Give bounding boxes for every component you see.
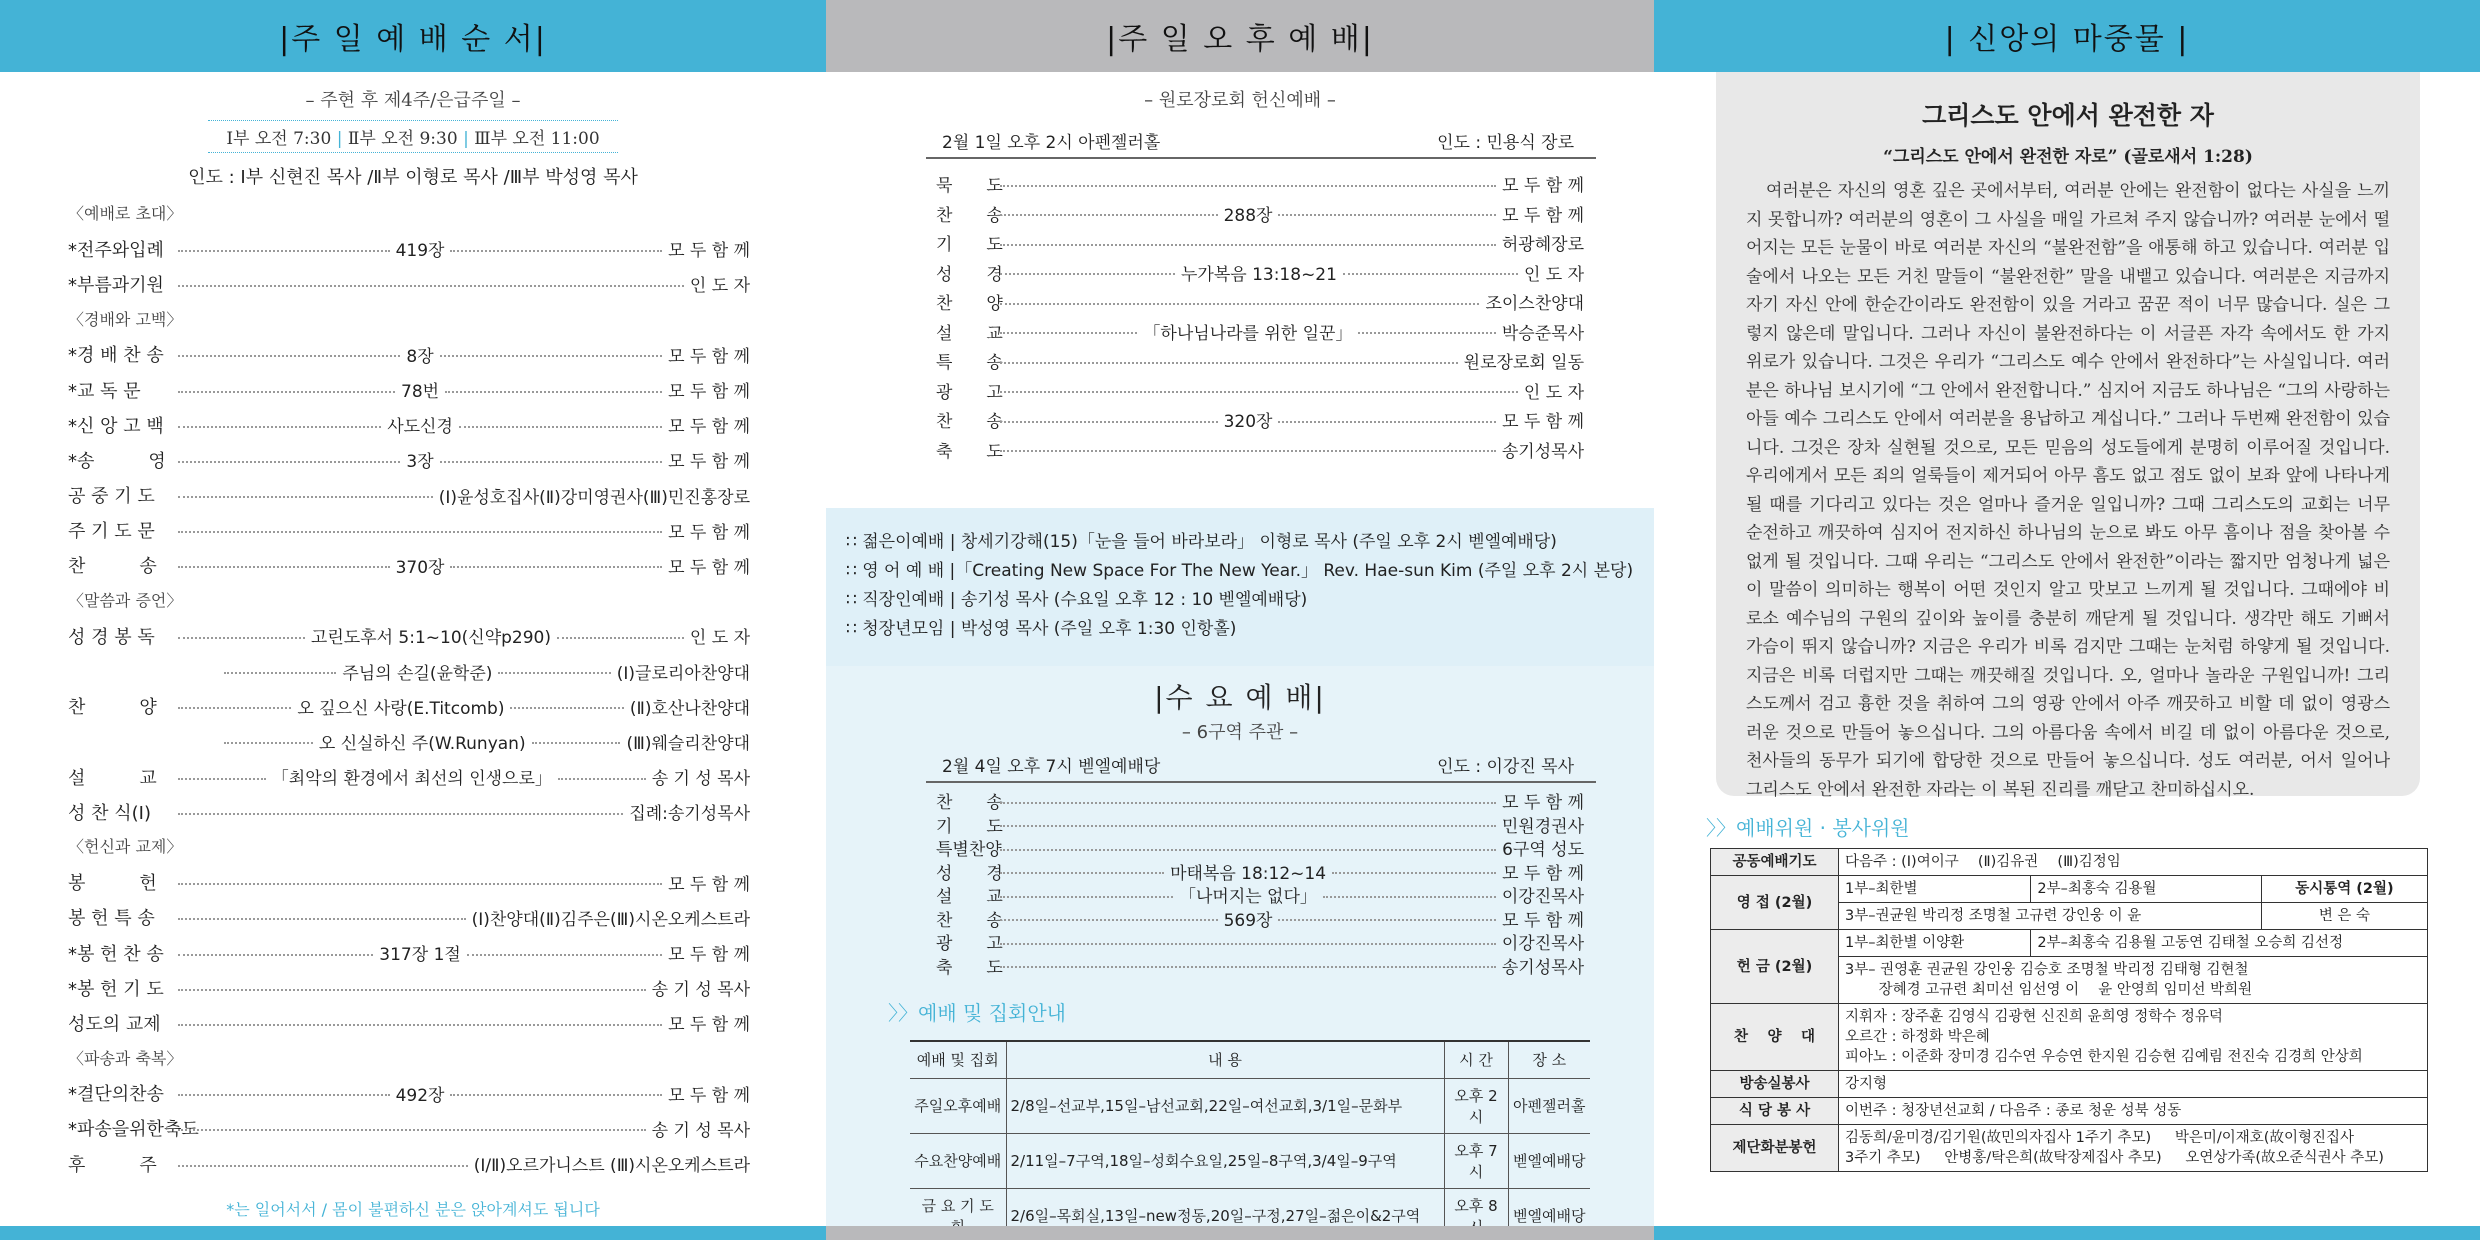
item-name: 광 고 (936, 934, 1003, 955)
item-person: (Ⅰ)글로리아찬양대 (616, 663, 750, 684)
dot-leader (1278, 214, 1496, 216)
item-person: 집례:송기성목사 (629, 804, 750, 825)
item-person: (Ⅰ)윤성호집사(Ⅱ)강미영권사(Ⅲ)민진홍장로 (438, 487, 750, 508)
item-name: 봉 헌 특 송 (68, 908, 155, 930)
table-row (910, 1133, 1590, 1188)
dot-leader (1000, 919, 1218, 921)
item-person: 이강진목사 (1501, 887, 1584, 908)
table-row: 제단화분봉헌 김동희/윤미경/김기원(故민의자집사 1주기 추모) 박은미/이재호(故이형진집사 3주기 추모) 안병홍/탁은희(故탁장제집사 추모) 오연상가족(故오준식권사 추모) (1711, 1125, 2428, 1172)
item-person: 모 두 함 께 (668, 241, 750, 262)
item-name: 성 경 봉 독 (68, 626, 155, 648)
item-detail: 419장 (395, 241, 445, 262)
order-of-worship-column (0, 0, 826, 1240)
dot-leader (440, 355, 662, 357)
item-name: *송 영 (68, 450, 166, 472)
item-detail: 「하나님나라를 위한 일꾼」 (1143, 323, 1353, 344)
table-row: 공동예배기도 다음주 : (Ⅰ)여이구 (Ⅱ)김유권 (Ⅲ)김정임 (1711, 849, 2428, 876)
dot-leader (178, 813, 623, 815)
section-label: 〈말씀과 증언〉 (68, 591, 183, 611)
section-header: | 신앙의 마중물 | (1654, 0, 2480, 72)
dot-leader (1000, 362, 1458, 364)
section-label: 〈파송과 축복〉 (68, 1048, 183, 1068)
dot-leader (178, 250, 390, 252)
dot-leader (1000, 185, 1496, 187)
service-info: 2월 1일 오후 2시 아펜젤러홀 인도 : 민용식 장로 (926, 128, 1596, 159)
item-person: 모 두 함 께 (668, 1085, 750, 1106)
item-person: 모 두 함 께 (1502, 863, 1584, 884)
dot-leader (178, 778, 266, 780)
item-name: 특 송 (936, 353, 1003, 374)
item-person: 모 두 함 께 (668, 522, 750, 543)
footnote: *는 일어서서 / 몸이 불편하신 분은 앉아계셔도 됩니다 (226, 1200, 600, 1219)
order-row (936, 376, 1584, 406)
order-row (68, 1146, 750, 1181)
item-name: *결단의찬송 (68, 1084, 164, 1106)
item-name: 기 도 (936, 816, 1003, 837)
item-name: 찬 송 (936, 793, 1003, 814)
item-person: 모 두 함 께 (668, 382, 750, 403)
item-name: 공 중 기 도 (68, 486, 155, 508)
dot-leader (445, 391, 662, 393)
dot-leader (467, 954, 662, 956)
essay-verse: “그리스도 안에서 완전한 자로” (골로새서 1:28) (1883, 147, 2253, 167)
other-services-band (826, 508, 1654, 666)
section-label: 〈경배와 고백〉 (68, 309, 183, 329)
item-person: 모 두 함 께 (1502, 793, 1584, 814)
dot-leader (178, 426, 381, 428)
order-row (936, 258, 1584, 288)
item-name: 광 고 (936, 382, 1003, 403)
service-times: Ⅰ부 오전 7:30 | Ⅱ부 오전 9:30 | Ⅲ부 오전 11:00 (208, 120, 618, 153)
item-person: 허광혜장로 (1501, 235, 1584, 256)
item-person: 모 두 함 께 (668, 417, 751, 438)
dot-leader (178, 1129, 646, 1131)
item-detail: 「최악의 환경에서 최선의 인생으로」 (271, 769, 552, 790)
dot-leader (557, 637, 684, 639)
order-row (68, 900, 750, 935)
dot-leader (178, 355, 400, 357)
essay-body: 여러분은 자신의 영혼 깊은 곳에서부터, 여러분 안에는 완전함이 없다는 사실을 느끼지 못합니까? 여러분의 영혼이 그 사실을 매일 가르쳐 주지 않습니까? 여러분 눈에서 떨어지는 모든 눈물이 바로 여러분 자신의 “불완전함”을 애통해 하고 있습니다. 여러분 입술에서 나오는 모든 거친 말들이 “불완전한” 말을 내뱉고 있습니다. 여러분은 지금까지 자기 자신 안에 한순간이라도 완전함이 있을 거라고 꿈꾼 적이 너무 많습니다. 실은 그렇지 않은데 말입니다. 그러나 자신이 불완전하다는 이 서글픈 자각 속에서도 한 가지 위로가 있습니다. 그것은 우리가 “그리스도 예수 안에서 완전하다”는 사실입니다. 여러분은 하나님 보시기에 “그 안에서 완전합니다.” 심지어 지금도 하나님은 “그의 사랑하는 아들 예수 그리스도 안에서 여러분을 용납하고 계십니다.” 그러나 두번째 완전함이 있습니다. 그것은 장차 실현될 것으로, 모든 믿음의 성도들에게 분명히 이루어질 것입니다. 우리에게서 모든 죄의 얼룩들이 제거되어 아무 흠도 없고 점도 없이 보좌 앞에 나타나게 될 때를 기다리고 있다는 것은 얼마나 즐거운 일입니까? 그때 그리스도의 교회는 너무 순전하고 깨끗하여 심지어 전지하신 하나님의 눈으로 봐도 아무 흠이나 점을 찾아볼 수 없게 될 것입니다. 그때 우리는 “그리스도 안에서 완전한”이라는 짧지만 엄청나게 넓은 이 말씀이 의미하는 행복이 어떤 것인지 알고 맛보고 느끼게 될 것입니다. 그때에야 비로소 예수님의 구원의 깊이와 높이를 충분히 깨닫게 될 것입니다. 생각만 해도 기뻐서 가슴이 뛰지 않습니까? 지금은 우리가 비록 검지만 그때는 눈처럼 하얗게 될 것입니다. 지금은 비록 더럽지만 그때는 깨끗해질 것입니다. 오, 얼마나 놀라운 구원입니까! 그리스도께서 검고 흉한 것을 취하여 그의 영광 안에서 아주 깨끗하고 비할 데 없이 영광스러운 것으로 만들어 놓으십니다. 그의 아름다움 속에서 비길 데 없이 아름다운 것으로, 천사들의 동무가 되기에 합당한 것으로 만들어 놓으십니다. 성도 여러분, 어서 일어나 그리스도 안에서 완전한 자라는 이 복된 진리를 깨닫고 찬미하십시오. (1746, 181, 2390, 800)
item-name: 성 찬 식(Ⅰ) (68, 802, 151, 824)
item-name: *봉 헌 찬 송 (68, 943, 164, 965)
order-row (68, 513, 750, 548)
order-row (68, 548, 750, 583)
wed-info: 2월 4일 오후 7시 벧엘예배당 인도 : 이강진 목사 (926, 752, 1596, 783)
footer-bar (1654, 1226, 2480, 1240)
leader-line: 인도 : Ⅰ부 신현진 목사 /Ⅱ부 이형로 목사 /Ⅲ부 박성영 목사 (188, 167, 638, 188)
schedule-heading: 〉〉예배 및 집회안내 (888, 1001, 1066, 1025)
item-detail: 누가복음 13:18~21 (1180, 264, 1337, 285)
order-row (936, 883, 1584, 907)
dot-leader (1000, 244, 1496, 246)
item-detail: 마태복음 18:12~14 (1170, 863, 1327, 884)
table-row: 방송실봉사 강지형 (1711, 1071, 2428, 1098)
dot-leader (1000, 391, 1518, 393)
order-row (936, 930, 1584, 954)
item-detail: 78번 (401, 382, 440, 403)
item-name: 축 도 (936, 957, 1003, 978)
table-cell: 벧엘예배당 (1508, 1188, 1590, 1240)
order-row (68, 1076, 750, 1111)
order-row (68, 266, 750, 301)
table-row: 3부–권균원 박리정 조명철 고규련 강인웅 이 윤 변 은 숙 (1711, 903, 2428, 930)
item-name: 찬 양 (68, 697, 157, 719)
item-detail: 288장 (1223, 205, 1273, 226)
dot-leader (450, 250, 662, 252)
item-name: *부름과기원 (68, 274, 164, 296)
wed-subtitle: – 6구역 주관 – (1181, 722, 1299, 743)
dot-leader (450, 1094, 662, 1096)
item-name: 설 교 (68, 767, 157, 789)
dot-leader (459, 426, 662, 428)
table-row: 찬 양 대 지휘자 : 장주훈 김영식 김광현 신진희 윤희영 정학수 정유덕 오르간 : 하정화 박은혜 피아노 : 이준화 장미경 김수연 우승연 한지원 김승현 김예림 전진숙 김경희 안상희 (1711, 1004, 2428, 1071)
order-row (68, 759, 750, 794)
item-detail: 320장 (1223, 412, 1273, 433)
dot-leader (178, 883, 662, 885)
item-person: 인 도 자 (1523, 382, 1584, 403)
dot-leader (178, 1165, 468, 1167)
order-row (68, 337, 750, 372)
dot-leader (178, 566, 390, 568)
item-name: *교 독 문 (68, 380, 141, 402)
table-cell: 2/6일–목회실,13일–new정동,20일–구정,27일–젊은이&2구역 (1006, 1188, 1444, 1240)
dot-leader (178, 637, 305, 639)
item-person: 송기성목사 (1501, 957, 1584, 978)
subtitle: – 주현 후 제4주/은급주일 – (305, 90, 521, 111)
order-row (68, 653, 750, 688)
item-person: 모 두 함 께 (668, 1015, 750, 1036)
item-person: 송 기 성 목사 (651, 769, 751, 790)
item-name: *전주와입례 (68, 239, 164, 261)
dot-leader (532, 742, 621, 744)
table-cell: 오후 8 (1444, 1188, 1508, 1240)
order-row (936, 405, 1584, 435)
dot-leader (1000, 214, 1218, 216)
item-name: *봉 헌 기 도 (68, 978, 164, 1000)
order-row (936, 813, 1584, 837)
item-person: 인 도 자 (689, 276, 750, 297)
item-name: 묵 도 (936, 176, 1003, 197)
item-person: 모 두 함 께 (668, 452, 750, 473)
item-name: 성 경 (936, 863, 1003, 884)
table-cell: 벧엘예배당 (1508, 1133, 1590, 1188)
dot-leader (1000, 450, 1496, 452)
section-header: |주 일 오 후 예 배| (826, 0, 1654, 72)
table-cell: 수요찬양예배 (910, 1133, 1006, 1188)
devotion-box (1716, 72, 2420, 800)
order-list (68, 196, 750, 1181)
order-row (68, 865, 750, 900)
wed-order-list (936, 789, 1584, 977)
dot-leader (1000, 802, 1496, 804)
item-detail: 317장 1절 (379, 945, 461, 966)
table-row: 식 당 봉 사 이번주 : 청장년선교회 / 다음주 : 종로 청운 성북 성동 (1711, 1098, 2428, 1125)
item-detail: 오 신실하신 주(W.Runyan) (318, 733, 526, 754)
order-row (68, 442, 750, 477)
dot-leader (510, 707, 623, 709)
item-name: 주 기 도 문 (68, 521, 155, 543)
band-line: ∷ 청장년모임 | 박성영 목사 (주일 오후 1:30 인항홀) (846, 619, 1237, 639)
item-detail: 「나머지는 없다」 (1178, 887, 1317, 908)
order-row (68, 935, 750, 970)
table-cell: 오후 7시 (1444, 1133, 1508, 1188)
order-row (936, 346, 1584, 376)
order-row (68, 372, 750, 407)
dot-leader (224, 672, 336, 674)
order-row (68, 478, 750, 513)
item-name: 찬 송 (936, 910, 1003, 931)
dot-leader (558, 778, 646, 780)
order-row (936, 907, 1584, 931)
dot-leader (1000, 825, 1496, 827)
dot-leader (178, 531, 662, 533)
dot-leader (498, 672, 610, 674)
item-person: 송 기 성 목사 (651, 980, 750, 1001)
item-name: 설 교 (936, 887, 1003, 908)
order-row (68, 724, 750, 759)
band-line: ∷ 영 어 예 배 |「Creating New Space For The New Year.」 Rev. Hae-sun Kim (주일 오후 2시 본당) (846, 561, 1634, 581)
order-row (936, 860, 1584, 884)
item-detail: 492장 (395, 1085, 445, 1106)
order-row (936, 287, 1584, 317)
footer-bar (0, 1226, 826, 1240)
order-row (68, 1111, 750, 1146)
item-person: 모 두 함 께 (1502, 910, 1584, 931)
item-detail: 오 깊으신 사랑(E.Titcomb) (297, 698, 505, 719)
dot-leader (178, 954, 373, 956)
order-row (68, 618, 750, 653)
dot-leader (224, 742, 313, 744)
afternoon-order-list (936, 169, 1584, 464)
footer-bar (826, 1226, 1654, 1240)
item-person: (Ⅱ)호산나찬양대 (629, 698, 750, 719)
subtitle: – 원로장로회 헌신예배 – (1144, 90, 1336, 111)
item-person: 모 두 함 께 (668, 346, 750, 367)
dot-leader (1343, 273, 1518, 275)
table-cell: 2/8일–선교부,15일–남선교회,22일–여선교회,3/1일–문화부 (1006, 1078, 1444, 1133)
item-person: 민원경권사 (1501, 816, 1584, 837)
dot-leader (178, 707, 291, 709)
table-row: 헌 금 (2월) 1부–최한별 이양환 2부–최홍숙 김용월 고동연 김태철 오승희 김선정 (1711, 930, 2428, 957)
item-person: 이강진목사 (1501, 934, 1584, 955)
order-row (936, 954, 1584, 978)
dot-leader (1000, 966, 1496, 968)
item-person: (Ⅰ)찬양대(Ⅱ)김주은(Ⅲ)시온오케스트라 (471, 909, 750, 930)
essay-title: 그리스도 안에서 완전한 자 (1922, 101, 2214, 130)
order-row (936, 199, 1584, 229)
item-name: 찬 송 (68, 556, 157, 578)
dot-leader (450, 566, 662, 568)
table-row: 3부– 권영훈 권균원 강인웅 김승호 조명철 박리정 김태형 김현철 장혜경 고규련 최미선 임선영 이 윤 안영희 임미선 박희원 (1711, 957, 2428, 1004)
order-row (68, 407, 750, 442)
order-row (68, 231, 750, 266)
staff-table (1710, 848, 2428, 1172)
item-name: 기 도 (936, 235, 1003, 256)
wednesday-service (826, 666, 1654, 1240)
wed-title: |수 요 예 배| (1154, 681, 1326, 714)
dot-leader (1000, 943, 1496, 945)
table-row: 영 접 (2월) 1부–최한별 2부–최홍숙 김용월 동시통역 (2월) (1711, 876, 2428, 903)
item-name: *신 앙 고 백 (68, 415, 164, 437)
item-detail: 고린도후서 5:1~10(신약p290) (310, 628, 552, 649)
item-name: 성도의 교제 (68, 1013, 161, 1035)
item-person: 인 도 자 (689, 628, 750, 649)
band-line: ∷ 젊은이예배 | 창세기강해(15)「눈을 들어 바라보라」 이형로 목사 (주일 오후 2시 벧엘예배당) (846, 532, 1557, 552)
band-line: ∷ 직장인예배 | 송기성 목사 (수요일 오후 12 : 10 벧엘예배당) (846, 590, 1308, 610)
afternoon-worship-column (826, 0, 1654, 1240)
item-name: 성 경 (936, 264, 1003, 285)
order-row (936, 435, 1584, 465)
item-person: 모 두 함 께 (668, 874, 750, 895)
item-detail: 사도신경 (387, 417, 453, 438)
order-row (936, 836, 1584, 860)
item-person: 박승준목사 (1501, 323, 1584, 344)
section-label: 〈예배로 초대〉 (68, 204, 183, 223)
item-person: 모 두 함 께 (668, 945, 751, 966)
dot-leader (1000, 872, 1164, 874)
table-header-row: 예배 및 집회 내 용 시 간 장 소 (910, 1041, 1590, 1078)
staff-heading: 〉〉예배위원 · 봉사위원 (1706, 816, 1910, 840)
item-name: 찬 양 (936, 294, 1003, 315)
table-row (910, 1078, 1590, 1133)
item-name: 후 주 (68, 1154, 157, 1176)
item-person: 인 도 자 (1523, 264, 1585, 285)
item-detail: 8장 (406, 346, 434, 367)
dot-leader (440, 461, 662, 463)
item-name: *경 배 찬 송 (68, 345, 164, 367)
item-person: 모 두 함 께 (1502, 412, 1584, 433)
dot-leader (178, 1024, 662, 1026)
item-person: 송기성목사 (1501, 441, 1584, 462)
devotion-column (1654, 0, 2480, 1240)
dot-leader (1000, 421, 1218, 423)
table-cell: 오후 2시 (1444, 1078, 1508, 1133)
dot-leader (1000, 849, 1496, 851)
order-row (936, 317, 1584, 347)
item-person: (Ⅰ/Ⅱ)오르가니스트 (Ⅲ)시온오케스트라 (473, 1156, 750, 1177)
dot-leader (1278, 421, 1496, 423)
order-row (68, 689, 750, 724)
item-person: 모 두 함 께 (668, 557, 750, 578)
item-detail: 370장 (395, 557, 445, 578)
item-name: 봉 헌 (68, 873, 157, 895)
dot-leader (178, 496, 433, 498)
item-detail: 3장 (406, 452, 434, 473)
dot-leader (178, 461, 400, 463)
order-row (68, 794, 750, 829)
item-name: 설 교 (936, 323, 1003, 344)
table-cell: 금 요 기 도 (910, 1188, 1006, 1240)
section-header: |주 일 예 배 순 서| (0, 0, 826, 72)
item-detail: 569장 (1223, 910, 1273, 931)
dot-leader (1332, 872, 1496, 874)
item-person: 6구역 성도 (1502, 840, 1584, 861)
dot-leader (178, 918, 466, 920)
table-cell: 2/11일–7구역,18일–성회수요일,25일–8구역,3/4일–9구역 (1006, 1133, 1444, 1188)
schedule-table (910, 1040, 1590, 1240)
item-person: 원로장로회 일동 (1463, 353, 1584, 374)
item-name: 찬 송 (936, 412, 1003, 433)
order-row (936, 228, 1584, 258)
section-label: 〈헌신과 교제〉 (68, 837, 183, 857)
dot-leader (1000, 273, 1175, 275)
item-name: 축 도 (936, 441, 1003, 462)
order-row (68, 1005, 750, 1040)
item-detail: 주님의 손길(윤학준) (342, 663, 493, 684)
order-row (68, 970, 750, 1005)
item-person: 조이스찬양대 (1485, 294, 1584, 315)
dot-leader (178, 1094, 390, 1096)
dot-leader (178, 285, 684, 287)
dot-leader (1358, 332, 1495, 334)
item-name: 특별찬양 (936, 840, 1002, 861)
item-person: 모 두 함 께 (1502, 176, 1584, 197)
dot-leader (178, 989, 646, 991)
dot-leader (1000, 332, 1137, 334)
item-name: *파송을위한축도 (68, 1119, 199, 1141)
dot-leader (178, 391, 395, 393)
item-name: 찬 송 (936, 205, 1003, 226)
dot-leader (1278, 919, 1496, 921)
dot-leader (1000, 896, 1173, 898)
table-cell: 아펜젤러홀 (1508, 1078, 1590, 1133)
order-row (936, 789, 1584, 813)
order-row (936, 169, 1584, 199)
item-person: 모 두 함 께 (1502, 205, 1584, 226)
item-person: 송 기 성 목사 (651, 1120, 750, 1141)
table-cell: 주일오후예배 (910, 1078, 1006, 1133)
dot-leader (1000, 303, 1479, 305)
item-person: (Ⅲ)웨슬리찬양대 (626, 733, 750, 754)
dot-leader (1323, 896, 1496, 898)
